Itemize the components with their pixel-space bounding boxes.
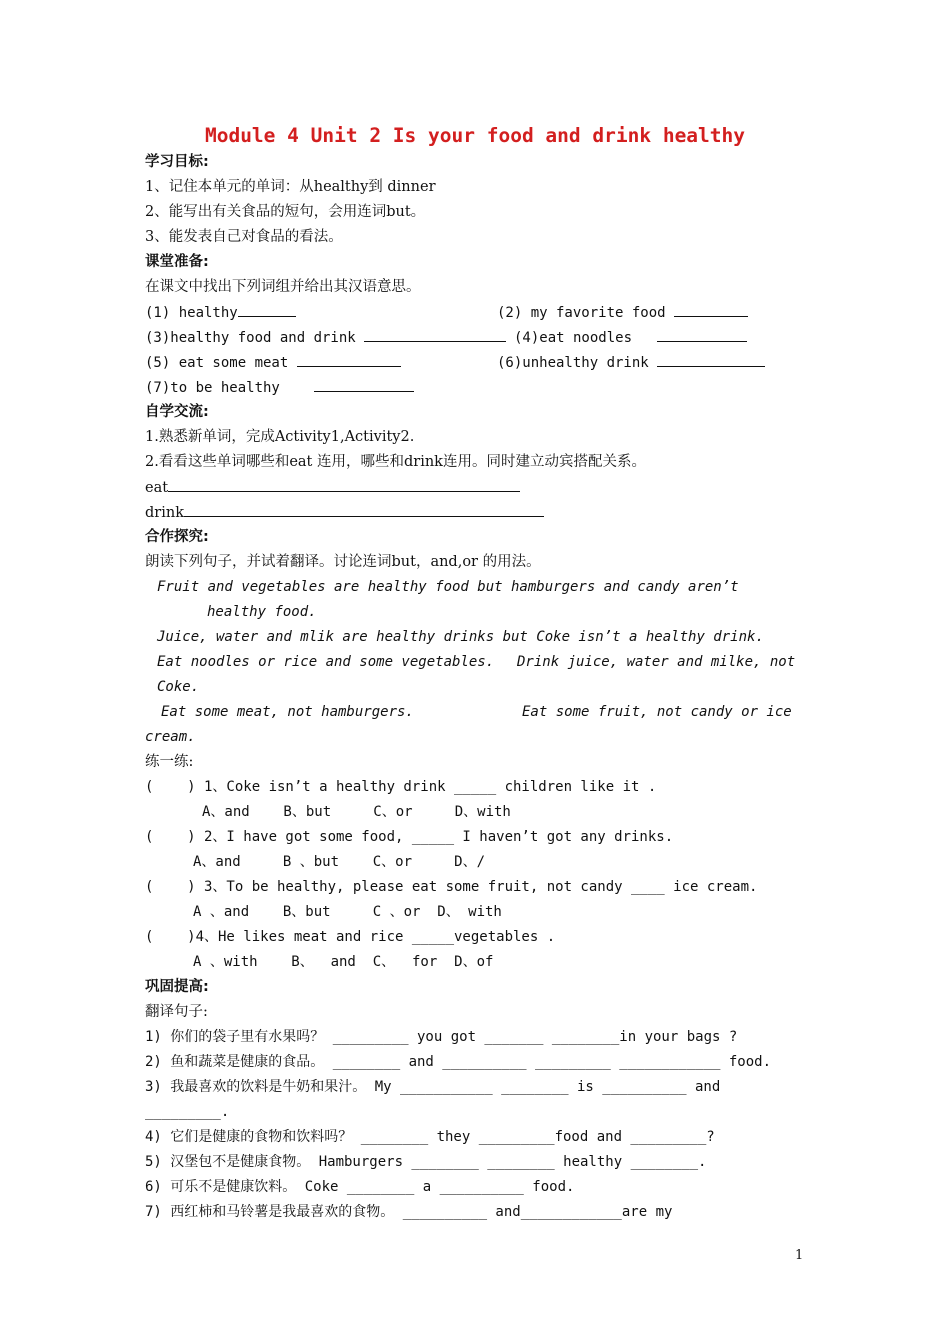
objective-item: 1、记住本单元的单词：从healthy到 dinner	[145, 179, 436, 195]
example-sentence: Fruit and vegetables are healthy food but hamburgers and candy aren’t	[157, 579, 739, 595]
eat-line: eat	[145, 477, 520, 498]
phrase-item: (3)healthy food and drink	[145, 327, 506, 348]
translate-sentence: 1) 你们的袋子里有水果吗？ _________ you got _______ ________in your bags ?	[145, 1029, 738, 1045]
phrase-item: (1) healthy	[145, 302, 296, 323]
practice-question: ( ) 1、Coke isn’t a healthy drink _____ children like it .	[145, 779, 657, 795]
practice-options: A 、and B、but C 、or D、 with	[193, 904, 502, 920]
self-study-heading: 自学交流:	[145, 404, 209, 420]
practice-options: A、and B 、but C、or D、/	[193, 854, 486, 870]
practice-options: A、and B、but C、or D、with	[202, 804, 511, 820]
translate-sentence: 2) 鱼和蔬菜是健康的食品。 ________ and __________ _________ ____________ food.	[145, 1054, 772, 1070]
consolidate-instruction: 翻译句子:	[145, 1004, 208, 1020]
self-study-item: 2.看看这些单词哪些和eat 连用，哪些和drink连用。同时建立动宾搭配关系。	[145, 454, 646, 470]
prep-instruction: 在课文中找出下列词组并给出其汉语意思。	[145, 279, 421, 295]
coop-instruction: 朗读下列句子，并试着翻译。讨论连词but，and,or 的用法。	[145, 554, 541, 570]
phrase-item: (7)to be healthy	[145, 377, 414, 398]
practice-options: A 、with B、 and C、 for D、of	[193, 954, 494, 970]
practice-question: ( ) 3、To be healthy, please eat some fruit, not candy ____ ice cream.	[145, 879, 758, 895]
practice-question: ( )4、He likes meat and rice _____vegetables .	[145, 929, 556, 945]
example-sentence: Eat some fruit, not candy or ice	[522, 704, 792, 720]
translate-sentence: 7) 西红柿和马铃薯是我最喜欢的食物。 __________ and____________are my	[145, 1204, 673, 1220]
translate-sentence: 5) 汉堡包不是健康食物。 Hamburgers ________ ________ healthy ________.	[145, 1154, 707, 1170]
coop-heading: 合作探究:	[145, 529, 209, 545]
phrase-item: (4)eat noodles	[514, 327, 747, 348]
objective-item: 2、能写出有关食品的短句，会用连词but。	[145, 204, 426, 220]
practice-question: ( ) 2、I have got some food, _____ I haven’t got any drinks.	[145, 829, 674, 845]
example-sentence: Eat some meat, not hamburgers.	[161, 704, 414, 720]
objective-item: 3、能发表自己对食品的看法。	[145, 229, 343, 245]
example-sentence: cream.	[145, 729, 196, 745]
practice-heading: 练一练:	[145, 754, 194, 770]
drink-line: drink	[145, 502, 544, 523]
example-sentence: Eat noodles or rice and some vegetables.	[157, 654, 495, 670]
translate-sentence: 4) 它们是健康的食物和饮料吗？ ________ they _________food and _________?	[145, 1129, 715, 1145]
phrase-item: (6)unhealthy drink	[497, 352, 765, 373]
objectives-heading: 学习目标:	[145, 154, 209, 170]
consolidate-heading: 巩固提高:	[145, 979, 209, 995]
page-title: Module 4 Unit 2 Is your food and drink healthy	[204, 124, 746, 147]
phrase-item: (2) my favorite food	[497, 302, 748, 323]
translate-sentence: 6) 可乐不是健康饮料。 Coke ________ a __________ food.	[145, 1179, 575, 1195]
translate-sentence: 3) 我最喜欢的饮料是牛奶和果汁。 My ___________ ________ is __________ and	[145, 1079, 721, 1095]
self-study-item: 1.熟悉新单词，完成Activity1,Activity2.	[145, 429, 415, 445]
phrase-item: (5) eat some meat	[145, 352, 401, 373]
example-sentence: Coke.	[157, 679, 200, 695]
example-sentence: healthy food.	[207, 604, 317, 620]
translate-sentence: _________.	[145, 1104, 230, 1120]
example-sentence: Drink juice, water and milke, not	[517, 654, 796, 670]
page-number: 1	[795, 1248, 804, 1263]
prep-heading: 课堂准备:	[145, 254, 209, 270]
example-sentence: Juice, water and mlik are healthy drinks but Coke isn’t a healthy drink.	[157, 629, 764, 645]
